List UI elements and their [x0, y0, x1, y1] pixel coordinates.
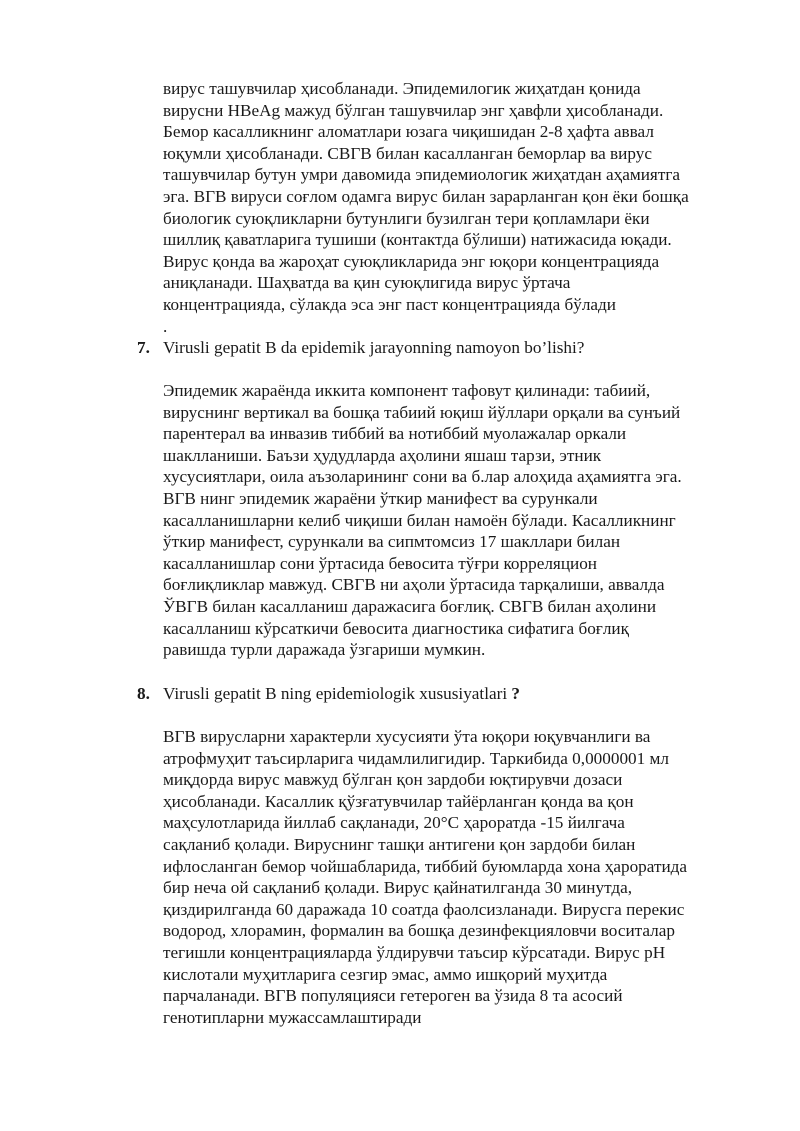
text-line: миқдорда вирус мавжуд бўлган қон зардоби юқтирувчи дозаси: [163, 770, 623, 790]
text-line: биологик суюқликларни бутунлиги бузилган тери қопламлари ёки: [163, 208, 650, 228]
text-line: ВГВ нинг эпидемик жараёни ўткир манифест ва сурункали: [163, 488, 598, 508]
answer-8-paragraph: [163, 726, 763, 1028]
text-line: парентерал ва инвазив тиббий ва нотиббий муолажалар оркали: [163, 424, 627, 444]
intro-paragraph: [163, 78, 763, 337]
text-line: боғлиқликлар мавжуд. СВГВ ни аҳоли ўртасида тарқалиши, аввалда: [163, 575, 665, 595]
text-line: касалланиш кўрсаткичи бевосита диагностика сифатига боғлиқ: [163, 618, 629, 638]
text-line: парчаланади. ВГВ популяцияси гетероген ва ўзида 8 та асосий: [163, 986, 623, 1006]
text-line: қиздирилганда 60 даражада 10 соатда фаолсизланади. Вирусга перекис: [163, 899, 685, 919]
text-line: касалланишлар сони ўртасида бевосита тўғри корреляцион: [163, 553, 598, 573]
text-line: равишда турли даражада ўзгариши мумкин.: [163, 640, 486, 660]
question-8-number: 8.: [137, 684, 150, 703]
text-line: ташувчилар бутун умри давомида эпидемиологик жиҳатдан аҳамиятга: [163, 165, 681, 185]
text-line: вируснинг вертикал ва бошқа табиий юқиш йўллари орқали ва сунъий: [163, 402, 681, 422]
text-line: водород, хлорамин, формалин ва бошқа дезинфекцияловчи воситалар: [163, 921, 675, 941]
question-8-mark: ?: [511, 684, 521, 703]
text-line: эга. ВГВ вируси соғлом одамга вирус билан зарарланган қон ёки бошқа: [163, 186, 689, 206]
text-line: вирусни HBeAg мажуд бўлган ташувчилар энг ҳавфли ҳисобланади.: [163, 100, 664, 120]
text-line: Вирус қонда ва жароҳат суюқликларида энг юқори концентрацияда: [163, 251, 660, 271]
answer-7-paragraph: [163, 380, 763, 661]
text-line: .: [163, 316, 168, 336]
text-line: ЎВГВ билан касалланиш даражасига боғлиқ. СВГВ билан аҳолини: [163, 596, 657, 616]
text-line: вирус ташувчилар ҳисобланади. Эпидемилогик жиҳатдан қонида: [163, 79, 641, 98]
text-line: сақланиб қолади. Вируснинг ташқи антигени қон зардоби билан: [163, 834, 636, 854]
text-line: генотипларни мужассамлаштиради: [163, 1007, 422, 1027]
text-line: маҳсулотларида йиллаб сақланади, 20°С ҳароратда -15 йилгача: [163, 813, 625, 833]
text-line: атрофмуҳит таъсирларига чидамлилигидир. Таркибида 0,0000001 мл: [163, 748, 669, 768]
question-7-title: Virusli gepatit B da epidemik jarayonning namoyon bo’lishi?: [163, 338, 585, 357]
question-7-number: 7.: [137, 338, 150, 357]
text-line: шаклланиши. Баъзи ҳудудларда аҳолини яшаш тарзи, этник: [163, 445, 602, 465]
text-line: шиллиқ қаватларига тушиши (контактда бўлиши) натижасида юқади.: [163, 230, 672, 250]
text-line: Эпидемик жараёнда иккита компонент тафовут қилинади: табиий,: [163, 381, 651, 400]
text-line: ифлосланган бемор чойшабларида, тиббий буюмларда хона ҳароратида: [163, 856, 688, 876]
text-line: юқумли ҳисобланади. СВГВ билан касалланган беморлар ва вирус: [163, 143, 652, 163]
question-7-heading: [137, 337, 777, 359]
text-line: ҳисобланади. Касаллик қўзғатувчилар тайёрланган қонда ва қон: [163, 791, 634, 811]
text-line: Бемор касалликнинг аломатлари юзага чиқишидан 2-8 ҳафта аввал: [163, 122, 654, 142]
text-line: ўткир манифест, сурункали ва сипмтомсиз 17 шакллари билан: [163, 532, 621, 552]
text-line: хусусиятлари, оила аъзоларининг сони ва б.лар алоҳида аҳамиятга эга.: [163, 467, 682, 487]
question-8-heading: [137, 683, 777, 705]
question-8-title: Virusli gepatit B ning epidemiologik xususiyatlari: [163, 684, 512, 703]
text-line: тегишли концентрацияларда ўлдирувчи таъсир кўрсатади. Вирус рН: [163, 942, 666, 962]
text-line: аниқланади. Шаҳватда ва қин суюқлигида вирус ўртача: [163, 273, 571, 293]
text-line: бир неча ой сақланиб қолади. Вирус қайнатилганда 30 минутда,: [163, 878, 633, 898]
text-line: концентрацияда, сўлакда эса энг паст концентрацияда бўлади: [163, 294, 616, 314]
text-line: кислотали муҳитларига сезгир эмас, аммо ишқорий муҳитда: [163, 964, 608, 984]
text-line: касалланишларни келиб чиқиши билан намоён бўлади. Касалликнинг: [163, 510, 676, 530]
text-line: ВГВ вирусларни характерли хусусияти ўта юқори юқувчанлиги ва: [163, 727, 651, 746]
